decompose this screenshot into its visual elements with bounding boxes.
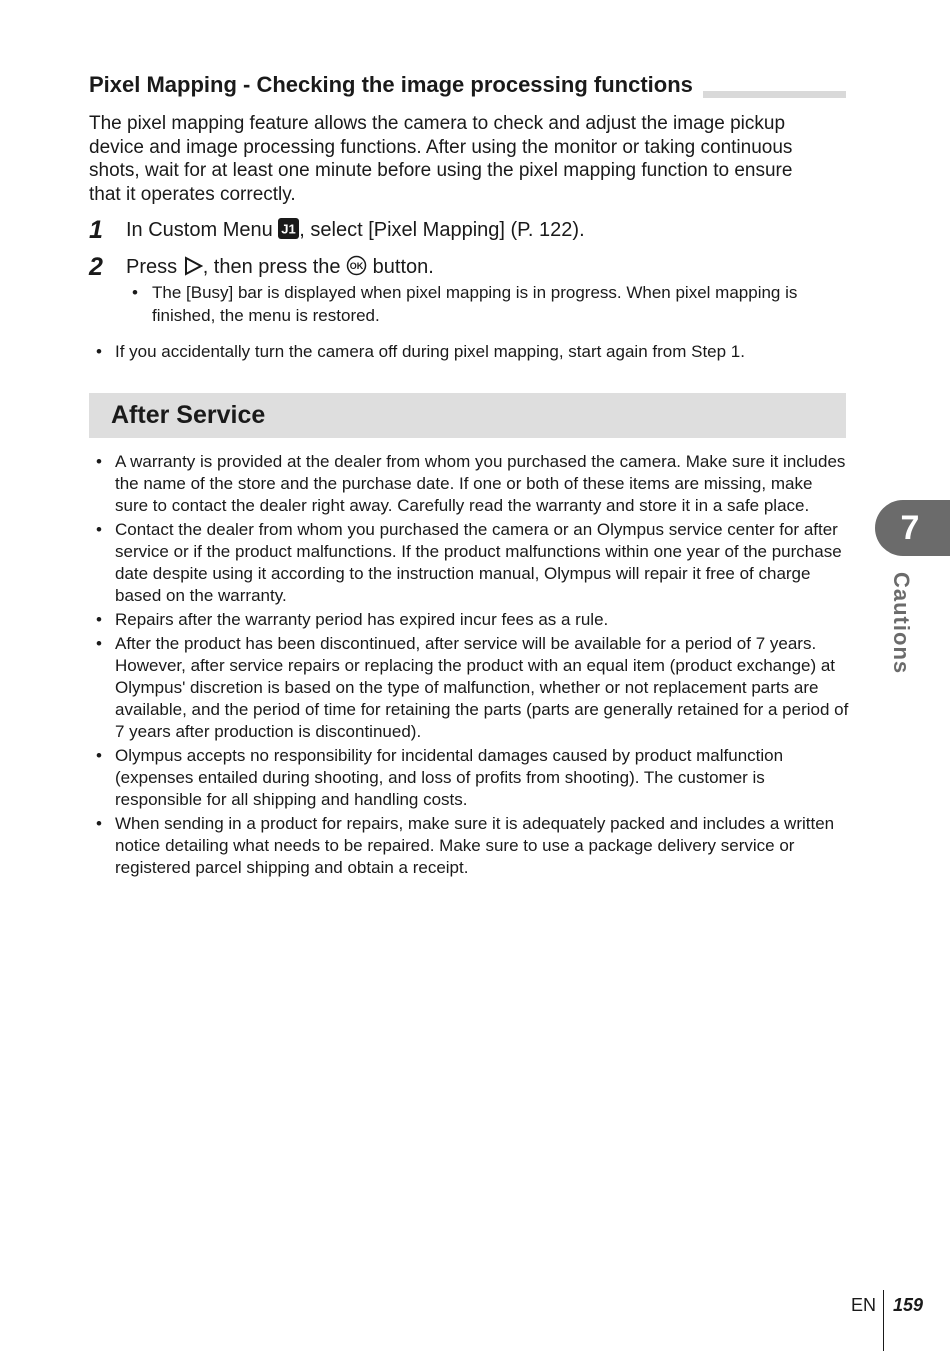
list-item-text: After the product has been discontinued, after service will be available for a period of 7 years. However, after service repairs or replacing the product with an equal item (product exchange) at Olympus' discretion is based on the type of malfunction, whether or not replacement parts are available, and the period of time for retaining the parts (parts are generally retained for a period of 7 years after production is discontinued). (115, 634, 849, 741)
bullet-dot: • (96, 452, 102, 471)
list-item (89, 813, 849, 879)
list-item-text: Contact the dealer from whom you purchased the camera or an Olympus service center for after service or if the product malfunctions. If the product malfunctions within one year of the purchase date despite using it according to the instruction manual, Olympus will repair it free of charge based on the warranty. (115, 520, 842, 605)
note-text: If you accidentally turn the camera off during pixel mapping, start again from Step 1. (115, 342, 745, 361)
list-item-text: Olympus accepts no responsibility for incidental damages caused by product malfunction (expenses entailed during shooting, and loss of profits from shooting). The customer is responsible for all shipping and handling costs. (115, 746, 784, 809)
list-item (89, 609, 849, 631)
bullet-dot: • (96, 520, 102, 539)
bullet-text: The [Busy] bar is displayed when pixel mapping is in progress. When pixel mapping is finished, the menu is restored. (152, 283, 798, 325)
chapter-label (886, 572, 920, 675)
step-text-part: In Custom Menu (126, 219, 279, 241)
bullet-dot: • (96, 342, 102, 361)
pixel-mapping-intro: The pixel mapping feature allows the camera to check and adjust the image pickup device and image processing functions. After using the monitor or taking continuous shots, wait for at least one minute before using the pixel mapping function to ensure that it operates correctly. (89, 113, 793, 205)
bullet-dot: • (96, 634, 102, 653)
footer-language: EN (851, 1295, 877, 1315)
list-item (89, 633, 849, 743)
list-item (89, 519, 849, 607)
page-number: 159 (893, 1295, 924, 1315)
bullet-dot: • (96, 746, 102, 765)
pixel-mapping-title: Pixel Mapping - Checking the image processing functions (89, 72, 703, 98)
list-item-text: When sending in a product for repairs, make sure it is adequately packed and includes a written notice detailing what needs to be repaired. Make sure to use a package delivery service or registered parcel shipping and obtain a receipt. (115, 814, 835, 877)
custom-menu-j1-label: J1 (281, 221, 297, 237)
pixel-mapping-note (89, 341, 849, 363)
list-item-text: Repairs after the warranty period has expired incur fees as a rule. (115, 610, 609, 629)
step-text-part: Press (126, 256, 183, 278)
chapter-tab (875, 500, 950, 556)
step-text (126, 254, 434, 283)
step-text-part: button. (367, 256, 434, 278)
step-text-part: , select [Pixel Mapping] (P. 122). (299, 219, 585, 241)
step-2-bullet (126, 282, 846, 327)
bullet-dot: • (96, 610, 102, 629)
step-number: 1 (89, 216, 103, 244)
step-text (126, 217, 585, 246)
bullet-dot: • (96, 814, 102, 833)
list-item (89, 745, 849, 811)
after-service-title: After Service (111, 401, 266, 429)
bullet-dot: • (132, 283, 138, 302)
right-arrow-icon (183, 256, 203, 283)
ok-button-label: OK (349, 261, 364, 271)
custom-menu-j1-icon (278, 218, 299, 246)
pixel-mapping-heading (89, 72, 846, 98)
after-service-list (89, 451, 849, 881)
list-item (89, 451, 849, 517)
ok-button-icon (346, 255, 367, 283)
after-service-heading (89, 393, 846, 438)
chapter-number: 7 (900, 509, 920, 547)
chapter-label-text: Cautions (889, 572, 914, 675)
footer-divider (883, 1290, 884, 1351)
step-text-part: , then press the (202, 256, 347, 278)
step-number: 2 (89, 253, 103, 281)
list-item-text: A warranty is provided at the dealer from whom you purchased the camera. Make sure it includes the name of the store and the purchase date. If one or both of these items are missing, make sure to contact the dealer right away. Carefully read the warranty and store it in a safe place. (115, 452, 846, 515)
